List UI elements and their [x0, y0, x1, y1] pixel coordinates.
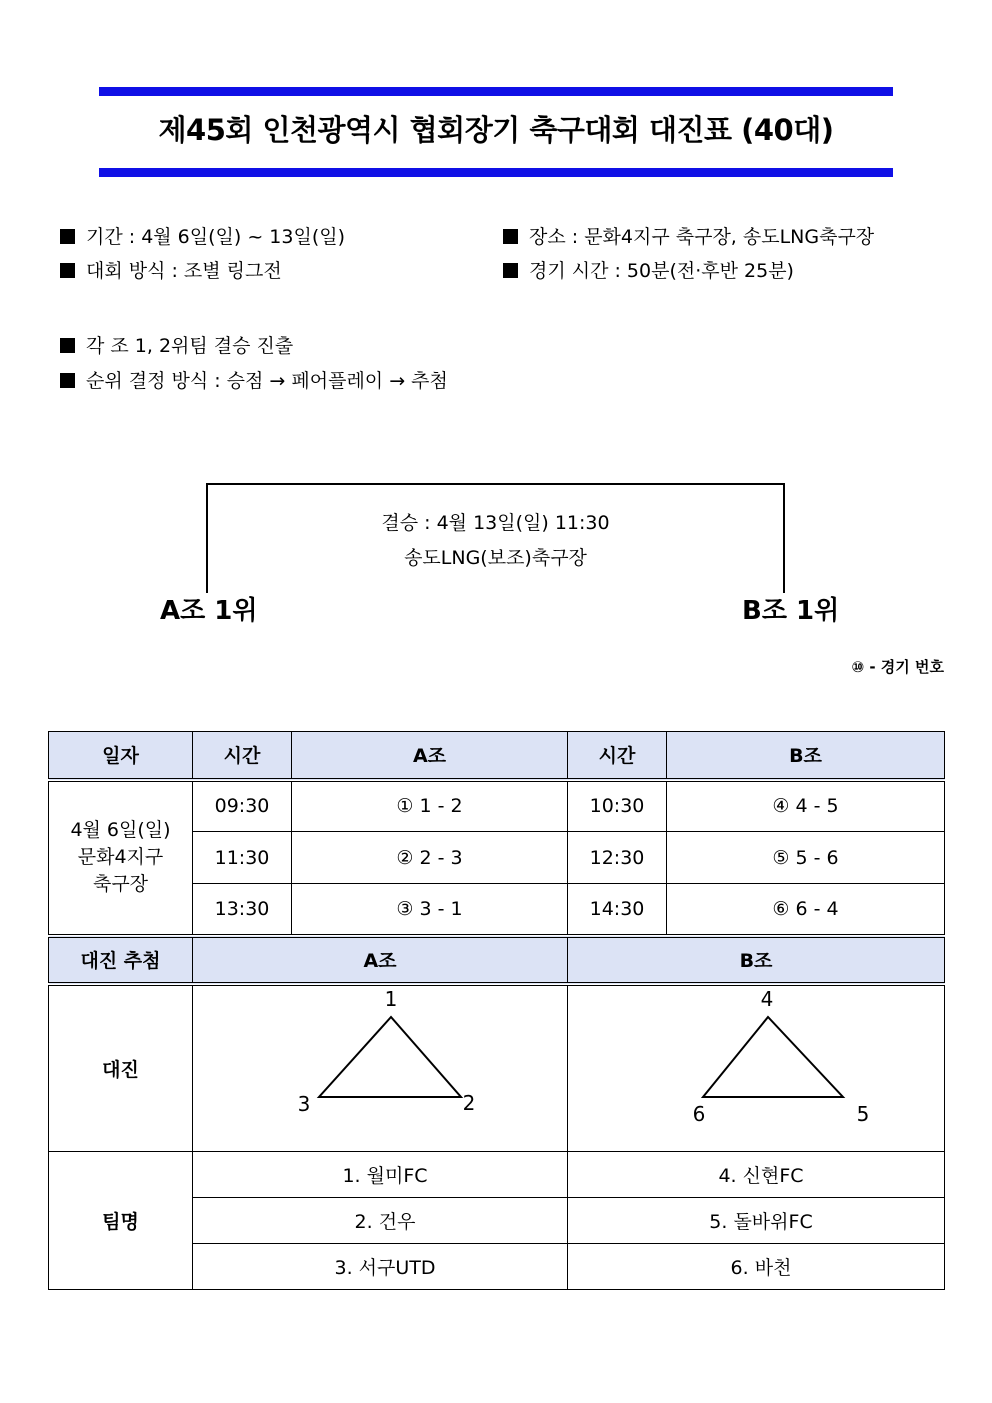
info-period: 기간 : 4월 6일(일) ~ 13일(일)	[60, 220, 345, 254]
triangle-a-shape	[319, 1017, 461, 1097]
header-time-a: 시간	[193, 732, 292, 780]
info-advance: 각 조 1, 2위팀 결승 진출	[60, 329, 293, 363]
header-group-a: A조	[292, 732, 568, 780]
table-row	[49, 780, 945, 832]
triangle-b-cell	[568, 984, 945, 1152]
title-bottom-rule	[99, 168, 893, 177]
triangle-b-left: 6	[692, 1101, 706, 1126]
square-bullet-icon	[60, 229, 75, 244]
square-bullet-icon	[503, 263, 518, 278]
info-ranking: 순위 결정 방식 : 승점 → 페어플레이 → 추첨	[60, 364, 448, 398]
final-datetime: 결승 : 4월 13일(일) 11:30	[381, 512, 610, 534]
draw-header: 대진 추첨	[49, 936, 193, 984]
schedule-header-row	[49, 732, 945, 780]
team-a-2: 2. 건우	[193, 1198, 568, 1244]
matchup-row	[49, 984, 945, 1152]
final-venue: 송도LNG(보조)축구장	[404, 547, 587, 569]
schedule-table	[48, 731, 945, 1290]
header-group-b: B조	[667, 732, 945, 780]
match-b: ⑤ 5 - 6	[667, 832, 945, 884]
team-b-3: 6. 바천	[568, 1244, 945, 1290]
time-a: 13:30	[193, 884, 292, 936]
final-right-seed: B조 1위	[742, 596, 840, 626]
title-top-rule	[99, 87, 893, 96]
triangle-a-left: 3	[297, 1091, 311, 1116]
draw-header-row	[49, 936, 945, 984]
team-a-1: 1. 월미FC	[193, 1152, 568, 1198]
matchup-label: 대진	[49, 984, 193, 1152]
team-b-2: 5. 돌바위FC	[568, 1198, 945, 1244]
time-a: 11:30	[193, 832, 292, 884]
header-time-b: 시간	[568, 732, 667, 780]
page-title: 제45회 인천광역시 협회장기 축구대회 대진표 (40대)	[158, 113, 834, 147]
info-format: 대회 방식 : 조별 링그전	[60, 254, 282, 288]
team-b-1: 4. 신현FC	[568, 1152, 945, 1198]
info-venue: 장소 : 문화4지구 축구장, 송도LNG축구장	[503, 220, 874, 254]
draw-group-a: A조	[193, 936, 568, 984]
square-bullet-icon	[60, 263, 75, 278]
time-b: 14:30	[568, 884, 667, 936]
team-label: 팀명	[49, 1152, 193, 1290]
square-bullet-icon	[60, 373, 75, 388]
match-number-legend: ⑩ - 경기 번호	[851, 658, 944, 676]
final-bracket	[206, 483, 785, 593]
match-b: ⑥ 6 - 4	[667, 884, 945, 936]
square-bullet-icon	[60, 338, 75, 353]
triangle-a-diagram	[193, 986, 568, 1154]
info-match-time: 경기 시간 : 50분(전·후반 25분)	[503, 254, 794, 288]
match-a: ① 1 - 2	[292, 780, 568, 832]
draw-group-b: B조	[568, 936, 945, 984]
team-a-3: 3. 서구UTD	[193, 1244, 568, 1290]
triangle-b-right: 5	[856, 1101, 870, 1126]
date-cell: 4월 6일(일) 문화4지구 축구장	[49, 780, 193, 936]
triangle-b-shape	[703, 1017, 843, 1097]
triangle-a-top: 1	[384, 986, 398, 1011]
final-left-seed: A조 1위	[160, 596, 258, 626]
time-b: 12:30	[568, 832, 667, 884]
time-b: 10:30	[568, 780, 667, 832]
match-a: ③ 3 - 1	[292, 884, 568, 936]
match-b: ④ 4 - 5	[667, 780, 945, 832]
triangle-b-diagram	[568, 986, 945, 1154]
square-bullet-icon	[503, 229, 518, 244]
time-a: 09:30	[193, 780, 292, 832]
triangle-a-right: 2	[462, 1090, 476, 1115]
team-row	[49, 1152, 945, 1198]
header-date: 일자	[49, 732, 193, 780]
triangle-b-top: 4	[760, 986, 774, 1011]
triangle-a-cell	[193, 984, 568, 1152]
match-a: ② 2 - 3	[292, 832, 568, 884]
